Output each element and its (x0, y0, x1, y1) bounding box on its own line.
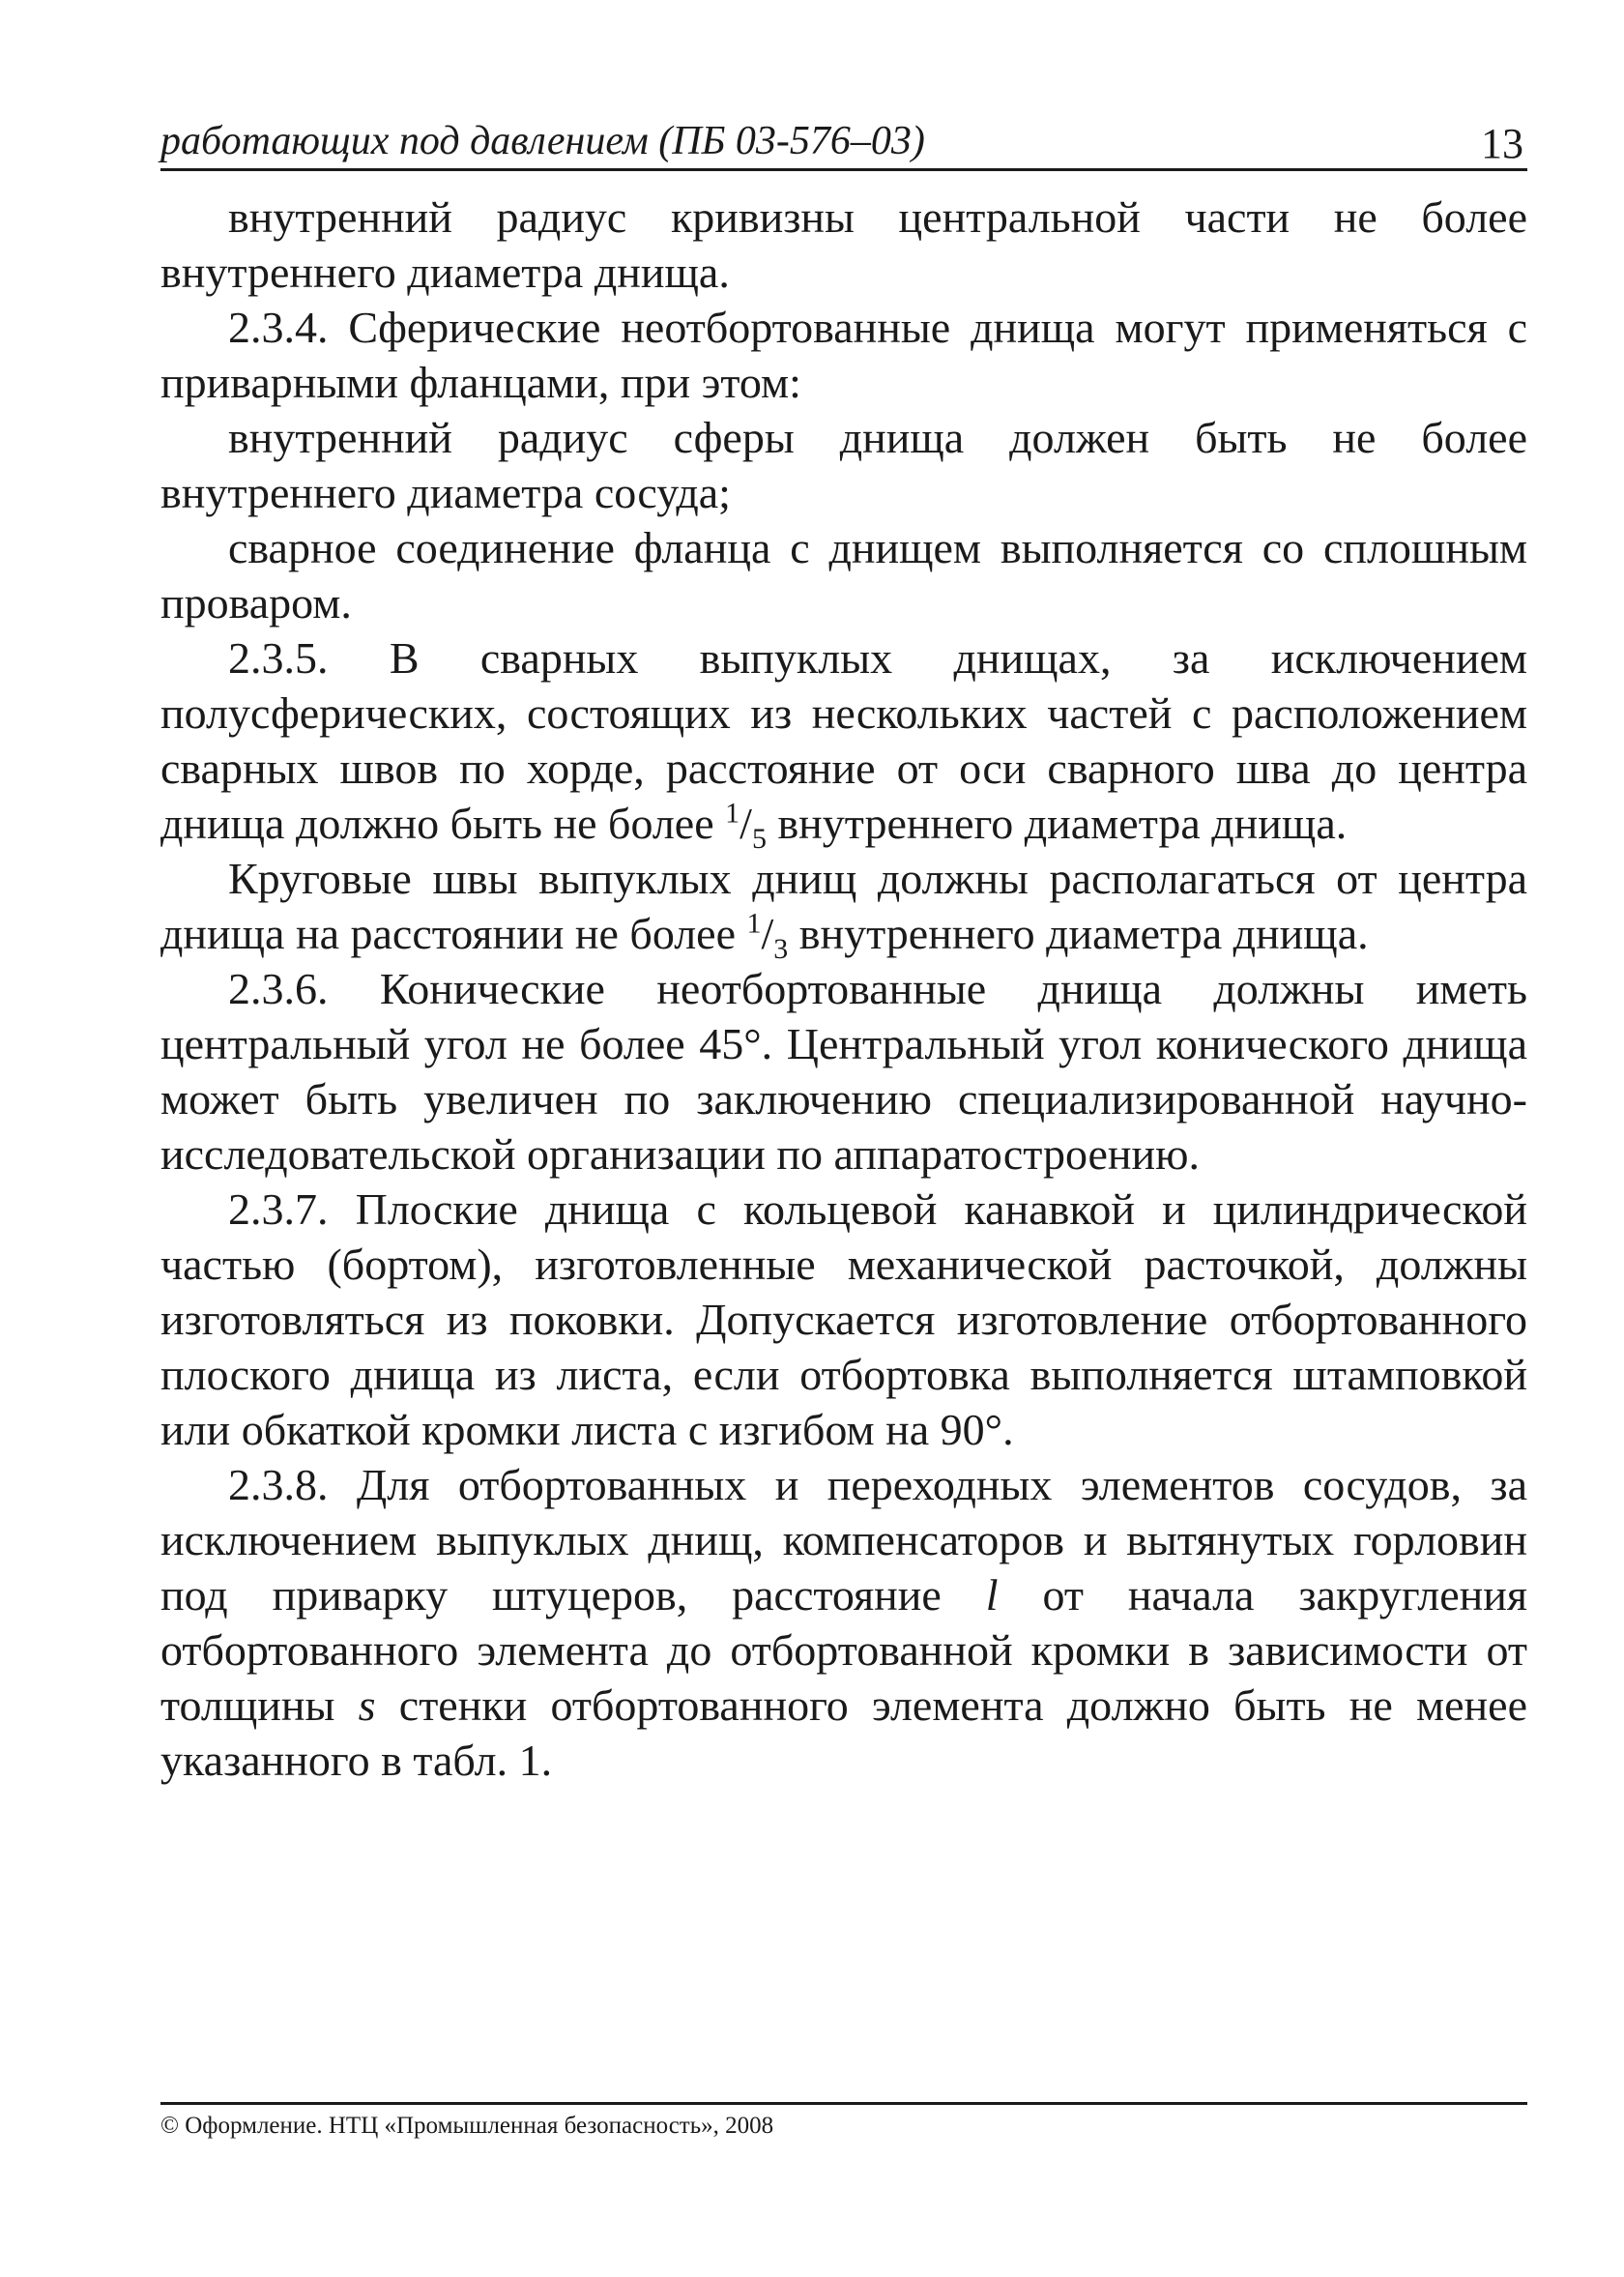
paragraph-text: внутреннего диаметра днища. (798, 909, 1369, 958)
fraction-one-third: $^1/_3$ (746, 907, 789, 966)
header-title: работающих под давлением (ПБ 03-576–03) (160, 119, 925, 163)
symbol-s: s (358, 1680, 376, 1730)
paragraph: 2.3.6. Конические неотбортованные днища должны иметь центральный угол не более 45°. Центральный угол конического днища может быть увеличен по заключению специализированной научно-исследовательской организации по аппаратостроению. (160, 964, 1527, 1179)
paragraph-text: от начала закругления отбортованного элемента до отбортованной кромки в зависимости от толщины (160, 1570, 1527, 1730)
fraction-one-fifth: $^1/_5$ (725, 797, 767, 856)
paragraph-circular-seams (160, 851, 1527, 966)
fraction-denominator: 5 (751, 823, 767, 856)
paragraph-text: 2.3.5. В сварных выпуклых днищах, за исключением полусферических, состоящих из нескольких частей с расположением сварных швов по хорде, расстояние от оси сварного шва до центра днища должно быть не более (160, 633, 1527, 848)
paragraph: сварное соединение фланца с днищем выполняется со сплошным проваром. (160, 523, 1527, 628)
paragraph-2-3-8 (160, 1457, 1527, 1788)
paragraph-text: стенки отбортованного элемента должно быть не менее указанного в табл. 1. (160, 1680, 1528, 1785)
paragraph: внутренний радиус сферы днища должен быть не более внутреннего диаметра сосуда; (160, 413, 1527, 517)
paragraph: 2.3.7. Плоские днища с кольцевой канавкой и цилиндрической частью (бортом), изготовленные механической расточкой, должны изготовляться из поковки. Допускается изготовление отбортованного плоского днища из листа, если отбортовка выполняется штамповкой или обкаткой кромки листа с изгибом на 90°. (160, 1184, 1527, 1454)
paragraph-text: Круговые швы выпуклых днищ должны располагаться от центра днища на расстоянии не более (160, 854, 1527, 958)
running-header (160, 118, 1527, 171)
footer-copyright: © Оформление. НТЦ «Промышленная безопасность», 2008 (160, 2102, 1527, 2140)
paragraph-text: внутреннего диаметра днища. (777, 799, 1348, 848)
fraction-numerator: 1 (725, 797, 740, 830)
paragraph-2-3-5 (160, 630, 1527, 856)
paragraph-text: 2.3.8. Для отбортованных и переходных элементов сосудов, за исключением выпуклых днищ, компенсаторов и вытянутых горловин под приварку штуцеров, расстояние (160, 1460, 1527, 1620)
fraction-numerator: 1 (746, 907, 762, 940)
body-text (160, 190, 1527, 1788)
paragraph: 2.3.4. Сферические неотбортованные днища могут применяться с приварными фланцами, при этом: (160, 303, 1527, 407)
page-number: 13 (1481, 120, 1523, 167)
symbol-l: l (985, 1570, 999, 1620)
paragraph: внутренний радиус кривизны центральной части не более внутреннего диаметра днища. (160, 192, 1527, 297)
fraction-denominator: 3 (773, 933, 789, 966)
